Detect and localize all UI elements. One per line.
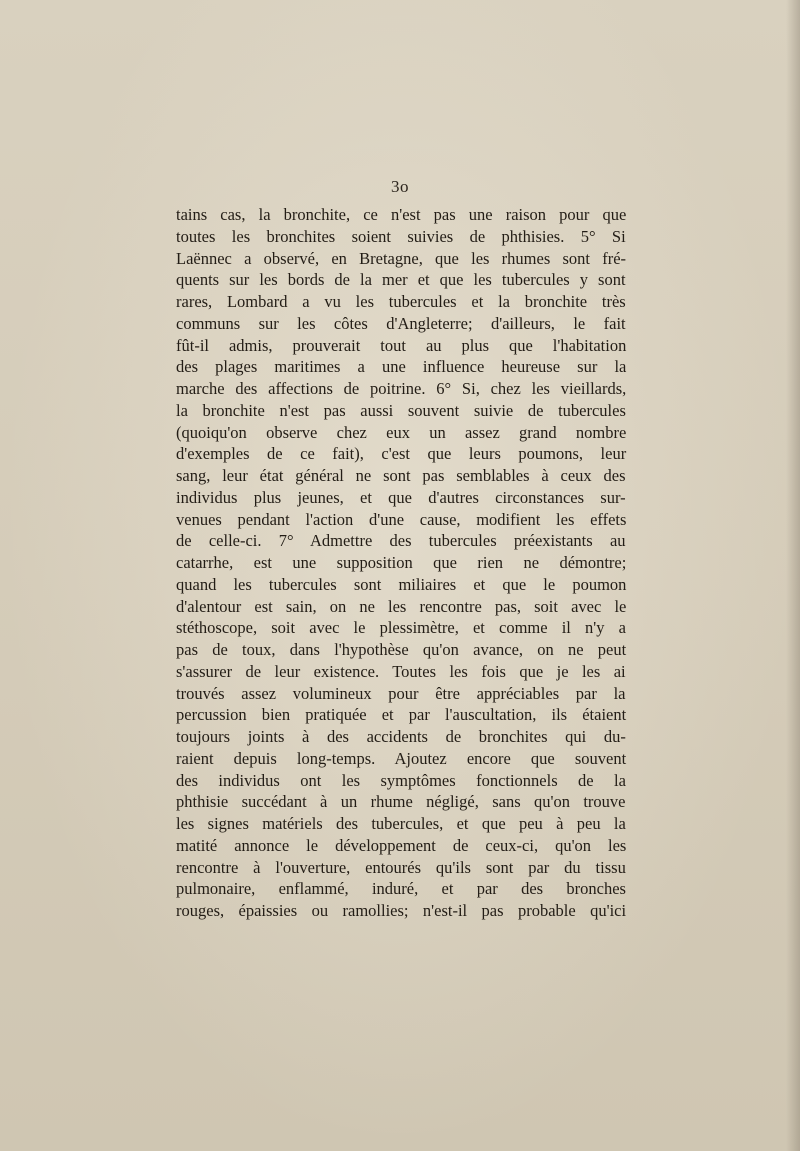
text-line: d'alentour est sain, on ne les rencontre pas, soit avec le — [176, 596, 627, 616]
text-line: Laënnec a observé, en Bretagne, que les rhumes sont fré- — [176, 248, 627, 268]
text-line: individus plus jeunes, et que d'autres circonstances sur- — [176, 487, 626, 507]
text-line: toujours joints à des accidents de bronchites qui du- — [176, 727, 626, 746]
text-line: catarrhe, est une supposition que rien ne démontre; — [176, 553, 627, 572]
text-line: toutes les bronchites soient suivies de phthisies. 5° Si — [176, 226, 626, 246]
text-line: rouges, épaissies ou ramollies; n'est-il pas probable qu'ici — [176, 901, 627, 920]
text-line: stéthoscope, soit avec le plessimètre, et comme il n'y a — [176, 618, 626, 638]
text-line: raient depuis long-temps. Ajoutez encore que souvent — [176, 748, 627, 768]
text-line: quents sur les bords de la mer et que les tubercules y sont — [176, 270, 626, 290]
text-line: phthisie succédant à un rhume négligé, sans qu'on trouve — [176, 792, 626, 812]
text-line: pulmonaire, enflammé, induré, et par des bronches — [176, 879, 626, 899]
text-line: (quoiqu'on observe chez eux un assez grand nombre — [176, 422, 627, 442]
text-line: s'assurer de leur existence. Toutes les fois que je les ai — [176, 661, 626, 681]
text-line: fût-il admis, prouverait tout au plus que l'habitation — [176, 335, 627, 355]
text-line: venues pendant l'action d'une cause, modifient les effets — [176, 509, 627, 529]
page-edge-shadow — [786, 0, 800, 1151]
text-line: tains cas, la bronchite, ce n'est pas une raison pour que — [176, 205, 627, 224]
text-line: pas de toux, dans l'hypothèse qu'on avance, on ne peut — [176, 640, 627, 659]
body-text — [176, 204, 626, 922]
text-line: des plages maritimes a une influence heureuse sur la — [176, 357, 627, 377]
page-number: 3o — [391, 177, 409, 196]
text-line: sang, leur état général ne sont pas semblables à ceux des — [176, 466, 626, 485]
text-line: la bronchite n'est pas aussi souvent suivie de tubercules — [176, 400, 626, 420]
text-line: rencontre à l'ouverture, entourés qu'ils sont par du tissu — [176, 857, 626, 877]
text-line: percussion bien pratiquée et par l'auscultation, ils étaient — [176, 705, 627, 725]
text-line: matité annonce le développement de ceux-ci, qu'on les — [176, 835, 627, 855]
text-line: quand les tubercules sont miliaires et que le poumon — [176, 574, 627, 594]
text-line: de celle-ci. 7° Admettre des tubercules préexistants au — [176, 531, 626, 551]
text-line: marche des affections de poitrine. 6° Si, chez les vieillards, — [176, 379, 627, 398]
text-line: d'exemples de ce fait), c'est que leurs poumons, leur — [176, 444, 627, 464]
text-line: les signes matériels des tubercules, et que peu à peu la — [176, 814, 626, 833]
text-line: trouvés assez volumineux pour être appréciables par la — [176, 683, 626, 703]
text-line: des individus ont les symptômes fonctionnels de la — [176, 770, 626, 790]
text-line: communs sur les côtes d'Angleterre; d'ailleurs, le fait — [176, 313, 626, 333]
text-line: rares, Lombard a vu les tubercules et la bronchite très — [176, 292, 626, 311]
